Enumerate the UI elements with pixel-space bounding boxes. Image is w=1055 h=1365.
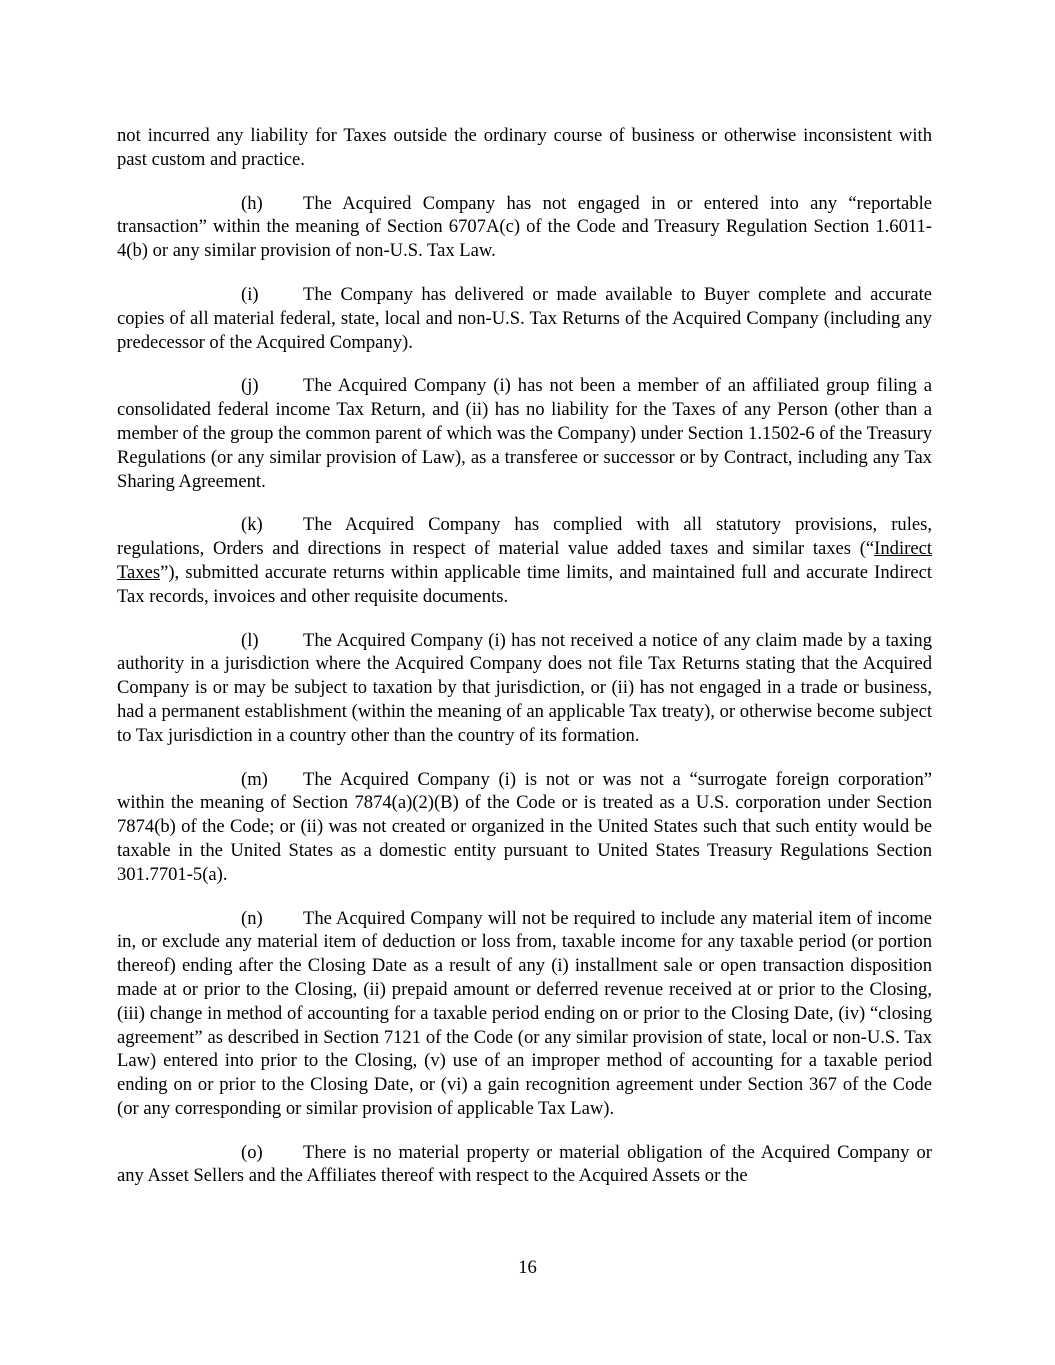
section-text: The Acquired Company has not engaged in or entered into any “reportable transaction” within the meaning of Section 6707A(c) of the Code and Treasury Regulation Section 1.6011-4(b) or any similar provision of non-U.S. Tax Law. <box>117 192 932 262</box>
section-label: (k) <box>241 514 263 536</box>
section-label: (o) <box>241 1141 263 1163</box>
continuation-paragraph <box>117 124 932 172</box>
section-j <box>117 374 932 493</box>
section-o <box>117 1141 932 1189</box>
section-text-after: ”), submitted accurate returns within applicable time limits, and maintained full and accurate Indirect Tax records, invoices and other requisite documents. <box>117 561 932 607</box>
section-n <box>117 907 932 1121</box>
section-k <box>117 513 932 608</box>
defined-term-indirect-taxes: Indirect Taxes <box>117 538 932 583</box>
section-text-before: The Acquired Company has complied with all statutory provisions, rules, regulations, Orders and directions in respect of material value added taxes and similar taxes (“ <box>117 514 932 560</box>
section-text: There is no material property or material obligation of the Acquired Company or any Asset Sellers and the Affiliates thereof with respect to the Acquired Assets or the <box>117 1141 932 1187</box>
section-label: (l) <box>241 629 259 651</box>
section-m <box>117 768 932 887</box>
section-label: (i) <box>241 283 259 305</box>
section-label: (m) <box>241 768 268 790</box>
page-number: 16 <box>518 1257 537 1278</box>
section-l <box>117 629 932 748</box>
section-h <box>117 192 932 263</box>
section-text: The Acquired Company will not be required to include any material item of income in, or exclude any material item of deduction or loss from, taxable income for any taxable period (or portion thereof) ending after the Closing Date as a result of any (i) installment sale or open transaction disposition made at or prior to the Closing, (ii) prepaid amount or deferred revenue received at or prior to the Closing, (iii) change in method of accounting for a taxable period ending on or prior to the Closing Date, (iv) “closing agreement” as described in Section 7121 of the Code (or any similar provision of state, local or non-U.S. Tax Law) entered into prior to the Closing, (v) use of an improper method of accounting for a taxable period ending on or prior to the Closing Date, or (vi) a gain recognition agreement under Section 367 of the Code (or any corresponding or similar provision of applicable Tax Law). <box>117 907 932 1119</box>
section-text: The Acquired Company (i) is not or was not a “surrogate foreign corporation” within the meaning of Section 7874(a)(2)(B) of the Code or is treated as a U.S. corporation under Section 7874(b) of the Code; or (ii) was not created or organized in the United States such that such entity would be taxable in the United States as a domestic entity pursuant to United States Treasury Regulations Section 301.7701-5(a). <box>117 768 932 885</box>
section-label: (h) <box>241 192 263 214</box>
section-label: (j) <box>241 375 259 397</box>
document-body <box>117 124 932 1208</box>
section-text: The Acquired Company (i) has not received a notice of any claim made by a taxing authority in a jurisdiction where the Acquired Company does not file Tax Returns stating that the Acquired Company is or may be subject to taxation by that jurisdiction, or (ii) has not engaged in a trade or business, had a permanent establishment (within the meaning of an applicable Tax treaty), or otherwise become subject to Tax jurisdiction in a country other than the country of its formation. <box>117 629 932 746</box>
section-text: The Company has delivered or made available to Buyer complete and accurate copies of all material federal, state, local and non-U.S. Tax Returns of the Acquired Company (including any predecessor of the Acquired Company). <box>117 283 932 353</box>
section-i <box>117 283 932 354</box>
section-text: The Acquired Company (i) has not been a member of an affiliated group filing a consolidated federal income Tax Return, and (ii) has no liability for the Taxes of any Person (other than a member of the group the common parent of which was the Company) under Section 1.1502-6 of the Treasury Regulations (or any similar provision of Law), as a transferee or successor or by Contract, including any Tax Sharing Agreement. <box>117 375 932 492</box>
continuation-text: not incurred any liability for Taxes outside the ordinary course of business or otherwise inconsistent with past custom and practice. <box>117 125 932 170</box>
section-label: (n) <box>241 907 263 929</box>
